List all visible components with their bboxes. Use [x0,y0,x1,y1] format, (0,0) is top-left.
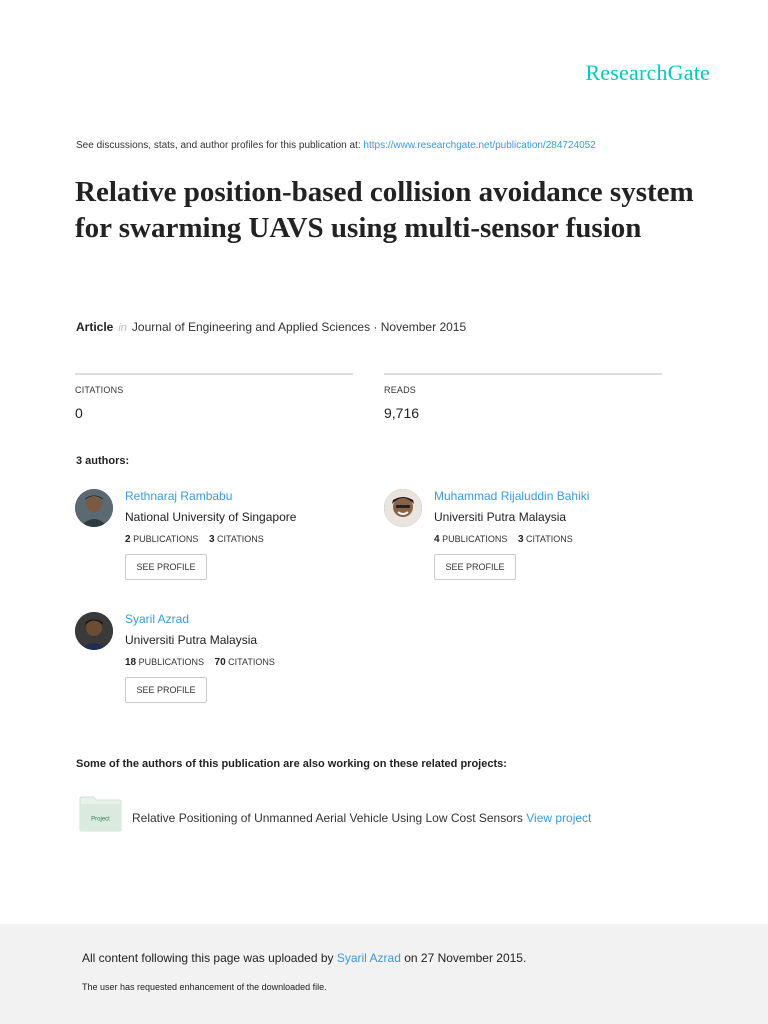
citations-label: CITATIONS [526,534,573,544]
author-card [75,612,375,722]
publication-meta [76,320,466,334]
author-avatar[interactable] [75,489,113,527]
author-counts [125,657,275,668]
related-projects-heading: Some of the authors of this publication are also working on these related projects: [76,758,507,770]
see-profile-button[interactable]: SEE PROFILE [125,554,207,580]
project-icon-label: Project [91,816,110,823]
citations-stat [75,373,353,421]
publication-count: 4 [434,534,440,545]
publication-title: Relative position-based collision avoidance system for swarming UAVS using multi-sensor fusion [75,176,694,244]
upload-info [82,951,526,965]
author-institution: Universiti Putra Malaysia [434,510,567,524]
citation-count: 3 [517,534,524,545]
publication-link[interactable]: https://www.researchgate.net/publication/284724052 [363,140,596,151]
uploader-link[interactable]: Syaril Azrad [336,951,401,965]
upload-prefix: All content following this page was uploaded by [82,951,334,965]
reads-value: 9,716 [384,405,420,421]
publication-count: 2 [125,534,131,545]
publications-label: PUBLICATIONS [138,657,204,667]
publication-type: Article [76,320,114,334]
author-institution: National University of Singapore [125,510,297,524]
publications-label: PUBLICATIONS [133,534,199,544]
see-profile-button[interactable]: SEE PROFILE [434,554,516,580]
author-card [75,489,375,599]
project-text [132,811,591,825]
author-avatar[interactable] [75,612,113,650]
author-counts [125,534,264,545]
enhancement-note: The user has requested enhancement of the downloaded file. [82,982,327,992]
project-folder-icon [79,796,122,832]
view-project-link[interactable]: View project [526,811,592,825]
citations-value: 0 [75,405,83,421]
citations-label: CITATIONS [228,657,275,667]
citation-count: 3 [208,534,215,545]
researchgate-logo[interactable]: ResearchGate [585,60,710,85]
citation-count: 70 [214,657,226,668]
upload-date: on 27 November 2015. [404,951,527,965]
reads-label: READS [384,385,417,395]
footer [0,924,768,1024]
publications-label: PUBLICATIONS [442,534,508,544]
author-counts [434,534,573,545]
journal-info: Journal of Engineering and Applied Sciences · November 2015 [131,320,467,334]
author-institution: Universiti Putra Malaysia [125,633,258,647]
citations-label: CITATIONS [217,534,264,544]
authors-heading: 3 authors: [76,455,130,467]
intro-line [76,140,596,151]
in-label: in [118,322,127,334]
publication-count: 18 [125,657,137,668]
author-name[interactable]: Rethnaraj Rambabu [125,489,233,503]
see-profile-button[interactable]: SEE PROFILE [125,677,207,703]
reads-stat [384,373,662,421]
author-avatar[interactable] [384,489,422,527]
citations-label: CITATIONS [75,385,124,395]
author-card [384,489,684,599]
intro-text: See discussions, stats, and author profiles for this publication at: [76,140,361,151]
project-title: Relative Positioning of Unmanned Aerial Vehicle Using Low Cost Sensors [132,811,523,825]
author-name[interactable]: Syaril Azrad [125,612,190,626]
project-item [79,796,699,832]
author-name[interactable]: Muhammad Rijaluddin Bahiki [434,489,590,503]
